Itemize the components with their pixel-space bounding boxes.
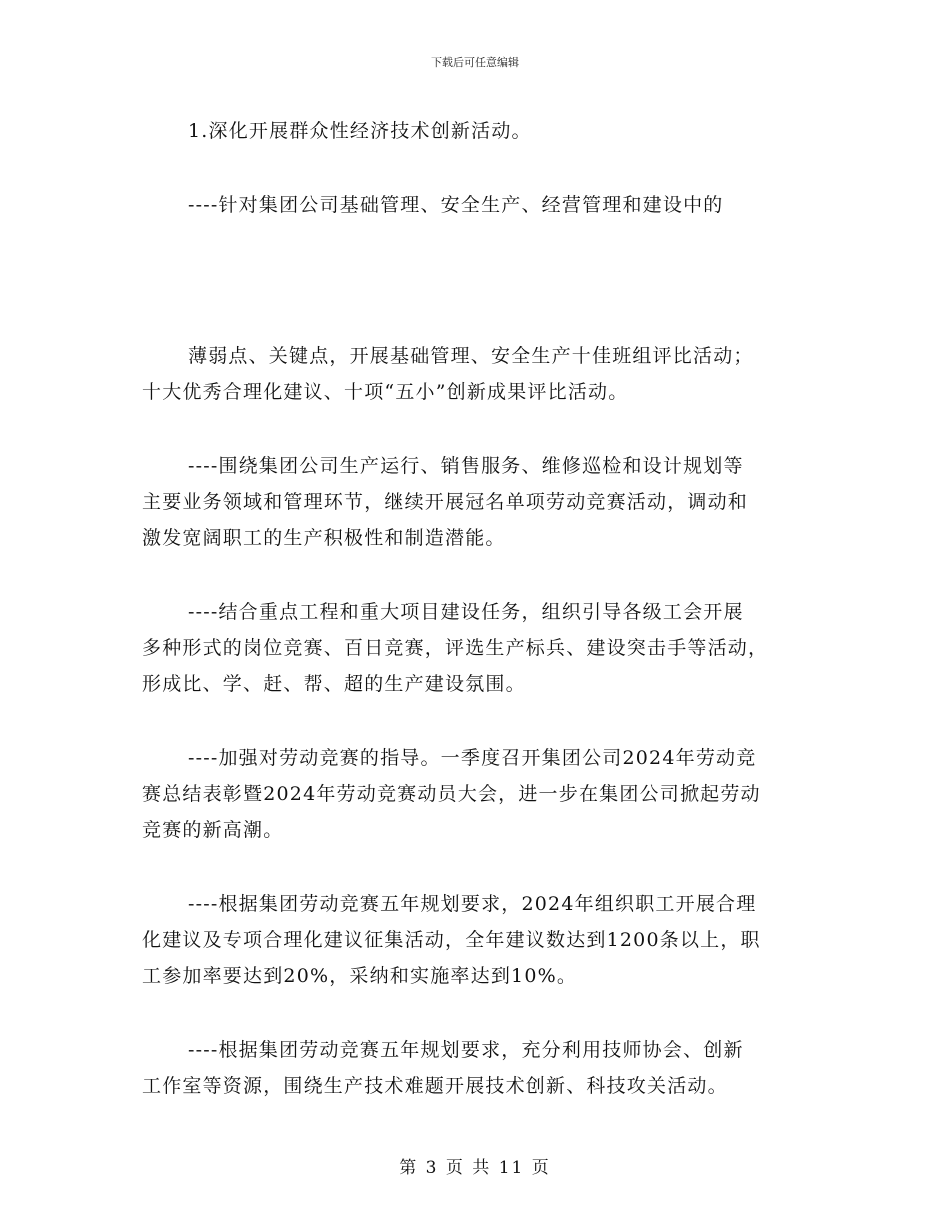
paragraph-line: ----根据集团劳动竞赛五年规划要求，充分利用技师协会、创新 bbox=[188, 1039, 744, 1061]
paragraph-line: 多种形式的岗位竞赛、百日竞赛，评选生产标兵、建设突击手等活动， bbox=[142, 637, 769, 659]
paragraph-line: 形成比、学、赶、帮、超的生产建设氛围。 bbox=[142, 673, 526, 695]
section-heading: 1.深化开展群众性经济技术创新活动。 bbox=[188, 120, 532, 142]
paragraph-line: 十大优秀合理化建议、十项“五小”创新成果评比活动。 bbox=[142, 381, 629, 403]
paragraph-line: ----加强对劳动竞赛的指导。一季度召开集团公司2024年劳动竞 bbox=[188, 747, 757, 769]
paragraph-line: 竞赛的新高潮。 bbox=[142, 819, 284, 841]
paragraph-1-line: ----针对集团公司基础管理、安全生产、经营管理和建设中的 bbox=[188, 194, 724, 216]
document-body bbox=[142, 113, 812, 1104]
paragraph-line: 赛总结表彰暨2024年劳动竞赛动员大会，进一步在集团公司掀起劳动 bbox=[142, 783, 761, 805]
paragraph-line: 薄弱点、关键点，开展基础管理、安全生产十佳班组评比活动； bbox=[188, 345, 754, 367]
paragraph-line: 工参加率要达到20%，采纳和实施率达到10%。 bbox=[142, 965, 578, 987]
paragraph-line: ----结合重点工程和重大项目建设任务，组织引导各级工会开展 bbox=[188, 601, 744, 623]
page-header: 下载后可任意编辑 bbox=[431, 56, 519, 69]
paragraph-line: 主要业务领域和管理环节，继续开展冠名单项劳动竞赛活动，调动和 bbox=[142, 491, 749, 513]
paragraph-line: 激发宽阔职工的生产积极性和制造潜能。 bbox=[142, 527, 506, 549]
paragraph-line: ----根据集团劳动竞赛五年规划要求，2024年组织职工开展合理 bbox=[188, 893, 757, 915]
paragraph-line: 化建议及专项合理化建议征集活动，全年建议数达到1200条以上，职 bbox=[142, 929, 761, 951]
paragraph-line: 工作室等资源，围绕生产技术难题开展技术创新、科技攻关活动。 bbox=[142, 1075, 728, 1097]
page-number: 第 3 页 共 11 页 bbox=[399, 1158, 551, 1178]
paragraph-line: ----围绕集团公司生产运行、销售服务、维修巡检和设计规划等 bbox=[188, 455, 744, 477]
